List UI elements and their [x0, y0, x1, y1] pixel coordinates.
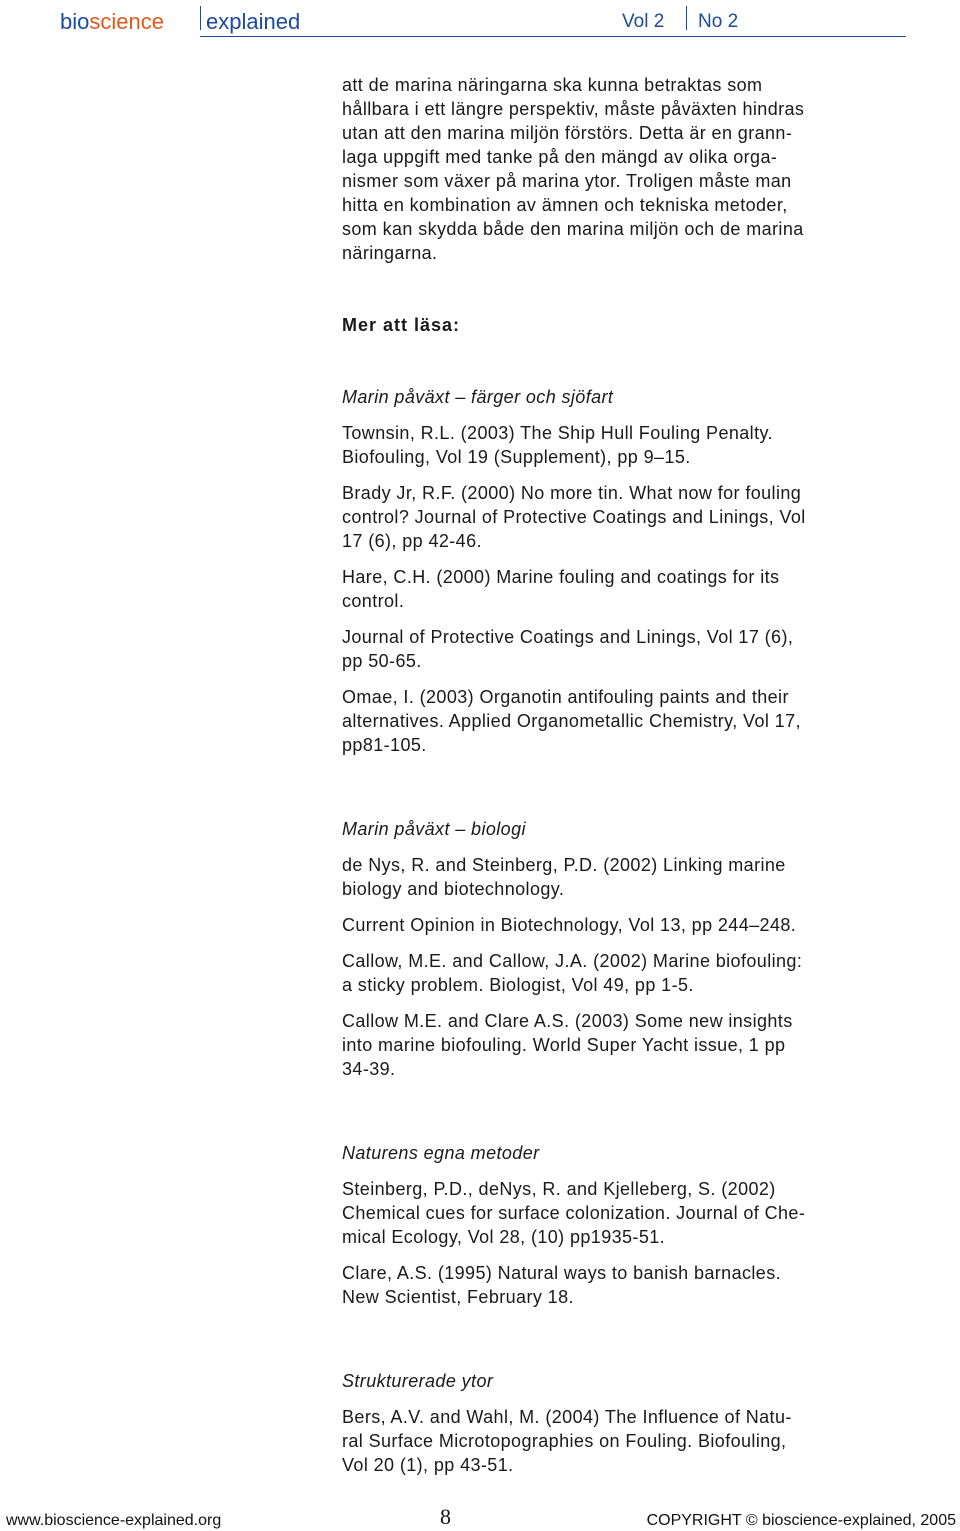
brand-explained: explained — [206, 9, 301, 34]
intro-line: näringarna. — [342, 243, 438, 263]
journal-brand-explained — [206, 8, 300, 36]
volume-label: Vol 2 — [622, 11, 665, 32]
further-reading-heading: Mer att läsa: — [342, 315, 461, 335]
reference-line: Vol 20 (1), pp 43-51. — [342, 1455, 514, 1475]
reference-entry — [342, 913, 912, 937]
reference-line: alternatives. Applied Organometallic Chemistry, Vol 17, — [342, 711, 801, 731]
section-title: Naturens egna metoder — [342, 1143, 540, 1163]
page-footer — [0, 1500, 960, 1531]
reference-line: mical Ecology, Vol 28, (10) pp1935-51. — [342, 1227, 666, 1247]
footer-url: www.bioscience-explained.org — [6, 1512, 222, 1529]
reference-entry — [342, 421, 912, 469]
intro-line: som kan skydda både den marina miljön och de marina — [342, 219, 804, 239]
reference-line: control. — [342, 591, 405, 611]
intro-paragraph — [342, 73, 912, 265]
page-number: 8 — [440, 1504, 451, 1529]
volume-divider — [686, 6, 687, 30]
reference-line: Steinberg, P.D., deNys, R. and Kjelleberg, S. (2002) — [342, 1179, 776, 1199]
reference-line: pp 50-65. — [342, 651, 422, 671]
brand-divider — [200, 6, 201, 30]
article-body — [342, 73, 912, 1477]
journal-brand-logo — [60, 8, 164, 36]
reference-line: Callow, M.E. and Callow, J.A. (2002) Marine biofouling: — [342, 951, 803, 971]
reference-line: Hare, C.H. (2000) Marine fouling and coatings for its — [342, 567, 780, 587]
reference-line: de Nys, R. and Steinberg, P.D. (2002) Linking marine — [342, 855, 786, 875]
intro-line: nismer som växer på marina ytor. Troligen måste man — [342, 171, 792, 191]
reference-line: Biofouling, Vol 19 (Supplement), pp 9–15. — [342, 447, 691, 467]
reference-entry — [342, 481, 912, 553]
intro-line: laga uppgift med tanke på den mängd av olika orga- — [342, 147, 778, 167]
footer-copyright: COPYRIGHT © bioscience-explained, 2005 — [646, 1512, 956, 1529]
intro-line: utan att den marina miljön förstörs. Detta är en grann- — [342, 123, 793, 143]
reference-line: Bers, A.V. and Wahl, M. (2004) The Influence of Natu- — [342, 1407, 792, 1427]
reference-entry — [342, 1177, 912, 1249]
reference-line: pp81-105. — [342, 735, 427, 755]
reference-line: Chemical cues for surface colonization. Journal of Che- — [342, 1203, 806, 1223]
reference-line: New Scientist, February 18. — [342, 1287, 574, 1307]
header-rule — [200, 36, 906, 37]
section-title: Marin påväxt – biologi — [342, 819, 526, 839]
reference-entry — [342, 625, 912, 673]
reference-entry — [342, 565, 912, 613]
intro-line: att de marina näringarna ska kunna betraktas som — [342, 75, 763, 95]
reference-entry — [342, 949, 912, 997]
reference-entry — [342, 1405, 912, 1477]
reference-line: Clare, A.S. (1995) Natural ways to banish barnacles. — [342, 1263, 782, 1283]
reference-line: Current Opinion in Biotechnology, Vol 13, pp 244–248. — [342, 915, 797, 935]
reference-line: into marine biofouling. World Super Yacht issue, 1 pp — [342, 1035, 786, 1055]
section-title: Marin påväxt – färger och sjöfart — [342, 387, 614, 407]
reference-line: Townsin, R.L. (2003) The Ship Hull Fouling Penalty. — [342, 423, 773, 443]
intro-line: hitta en kombination av ämnen och tekniska metoder, — [342, 195, 788, 215]
reference-line: Callow M.E. and Clare A.S. (2003) Some new insights — [342, 1011, 793, 1031]
reference-entry — [342, 853, 912, 901]
reference-entry — [342, 1261, 912, 1309]
section-title: Strukturerade ytor — [342, 1371, 494, 1391]
reference-line: biology and biotechnology. — [342, 879, 565, 899]
reference-line: Brady Jr, R.F. (2000) No more tin. What now for fouling — [342, 483, 802, 503]
reference-entry — [342, 685, 912, 757]
reference-line: Omae, I. (2003) Organotin antifouling paints and their — [342, 687, 789, 707]
brand-science: science — [89, 9, 164, 34]
reference-line: 34-39. — [342, 1059, 396, 1079]
reference-line: Journal of Protective Coatings and Linings, Vol 17 (6), — [342, 627, 794, 647]
page-header — [0, 0, 906, 38]
reference-line: 17 (6), pp 42-46. — [342, 531, 482, 551]
brand-bio: bio — [60, 9, 90, 34]
reference-line: ral Surface Microtopographies on Fouling. Biofouling, — [342, 1431, 787, 1451]
reference-entry — [342, 1009, 912, 1081]
intro-line: hållbara i ett längre perspektiv, måste påväxten hindras — [342, 99, 805, 119]
reference-line: control? Journal of Protective Coatings and Linings, Vol — [342, 507, 806, 527]
reference-line: a sticky problem. Biologist, Vol 49, pp 1-5. — [342, 975, 694, 995]
issue-number-label: No 2 — [698, 11, 739, 32]
